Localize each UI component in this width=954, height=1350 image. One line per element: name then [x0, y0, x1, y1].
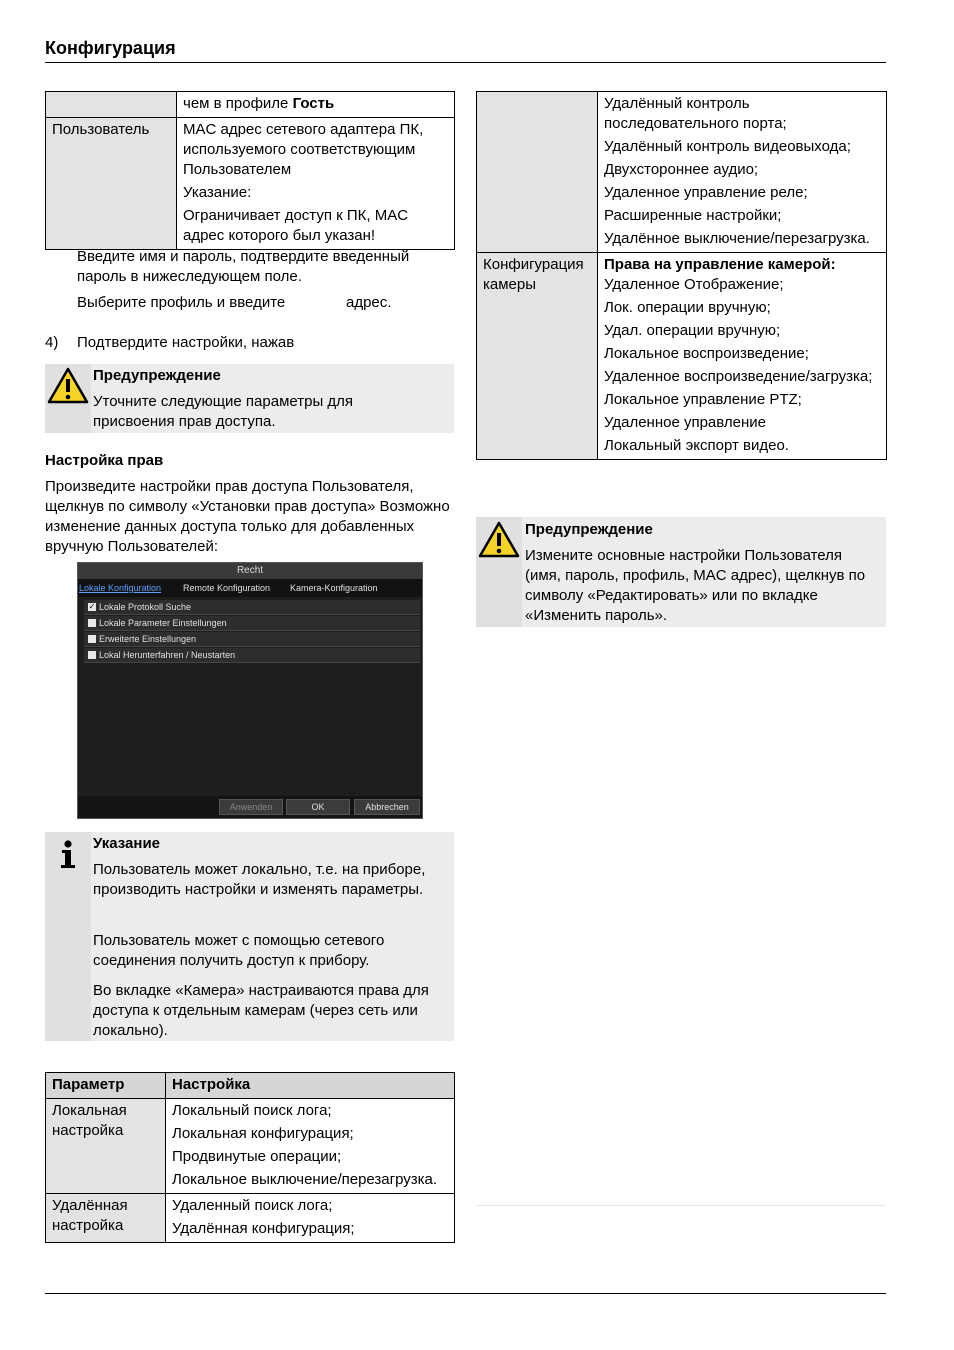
table-cell-label: Конфигурация камеры	[477, 253, 598, 460]
table-row	[46, 1194, 455, 1243]
dialog-title: Recht	[78, 563, 422, 579]
icon-column	[45, 364, 91, 433]
table-cell-value: Удалённый контроль последовательного порта; Удалённый контроль видеовыхода; Двухстороннее аудио; Удаленное управление реле; Расширенные настройки; Удалённое выключение/перезагрузка.	[598, 92, 887, 253]
warning-text: Уточните следующие параметры для присвоения прав доступа.	[93, 393, 354, 430]
permission-option[interactable]: Lokal Herunterfahren / Neustarten	[84, 648, 420, 663]
table-cell-label	[46, 92, 177, 118]
table-row	[46, 118, 455, 250]
table-row	[477, 92, 887, 253]
parameter-table	[45, 1072, 455, 1243]
table-cell-label: Локальная настройка	[46, 1099, 166, 1194]
dialog-tab-bar	[78, 579, 422, 597]
warning-box	[45, 364, 454, 433]
table-cell-value: Удаленный поиск лога; Удалённая конфигурация;	[166, 1194, 455, 1243]
note-text: Во вкладке «Камера» настраиваются права для доступа к отдельным камерам (через сеть или локально).	[93, 982, 429, 1039]
section-heading: Настройка прав	[45, 452, 164, 469]
note-text: Пользователь может с помощью сетевого соединения получить доступ к прибору.	[93, 932, 385, 969]
step-number: 4)	[45, 334, 59, 351]
permissions-table	[476, 91, 887, 460]
step-text: адрес.	[346, 294, 392, 311]
warning-text: Измените основные настройки Пользователя (имя, пароль, профиль, MAC адрес), щелкнув по символу «Редактировать» или по вкладке «Изменить пароль».	[525, 547, 866, 624]
permission-option[interactable]: Erweiterte Einstellungen	[84, 632, 420, 647]
table-cell-label: Удалённая настройка	[46, 1194, 166, 1243]
checkbox[interactable]	[88, 635, 96, 643]
note-box	[45, 832, 454, 1041]
info-icon	[57, 840, 79, 870]
icon-column	[476, 517, 522, 627]
table-cell-label: Пользователь	[46, 118, 177, 250]
permission-option[interactable]: ✓ Lokale Protokoll Suche	[84, 600, 420, 615]
apply-button[interactable]: Anwenden	[219, 799, 283, 815]
warning-title: Предупреждение	[93, 367, 221, 384]
footer-rule	[45, 1293, 886, 1294]
warning-icon	[477, 520, 521, 560]
table-cell-value: Права на управление камерой: Удаленное Отображение; Лок. операции вручную; Удал. операции вручную; Локальное воспроизведение; Удаленное воспроизведение/загрузка; Локальное управление PTZ; Удаленное управление Локальный экспорт видео.	[598, 253, 887, 460]
table-row	[46, 1099, 455, 1194]
header-rule	[45, 62, 886, 63]
step-text: Введите имя и пароль, подтвердите введенный пароль в нижеследующем поле.	[77, 248, 410, 285]
column-header: Настройка	[166, 1073, 455, 1099]
warning-title: Предупреждение	[525, 521, 653, 538]
divider	[476, 1205, 886, 1206]
ok-button[interactable]: OK	[286, 799, 350, 815]
icon-column	[45, 832, 91, 1041]
page-title: Конфигурация	[45, 38, 176, 58]
table-row	[477, 253, 887, 460]
tab-local-config[interactable]: Lokale Konfiguration	[79, 583, 162, 593]
note-text: Пользователь может локально, т.е. на приборе, производить настройки и изменять параметры.	[93, 861, 426, 898]
checkbox[interactable]	[88, 651, 96, 659]
permission-option[interactable]: Lokale Parameter Einstellungen	[84, 616, 420, 631]
step-text: Подтвердите настройки, нажав	[77, 334, 295, 351]
section-text: Произведите настройки прав доступа Пользователя, щелкнув по символу «Установки прав доступа» Возможно изменение данных доступа только для добавленных вручную Пользователей:	[45, 478, 450, 555]
note-title: Указание	[93, 835, 161, 852]
tab-remote-config[interactable]: Remote Konfiguration	[183, 583, 271, 593]
table-row	[46, 92, 455, 118]
table-cell-value: MAC адрес сетевого адаптера ПК, используемого соответствующим Пользователем Указание: Ограничивает доступ к ПК, MAC адрес которого был указан!	[177, 118, 455, 250]
column-header: Параметр	[46, 1073, 166, 1099]
warning-box	[476, 517, 886, 627]
checkbox-checked[interactable]: ✓	[88, 602, 96, 611]
warning-icon	[46, 366, 90, 406]
dialog-button-bar	[78, 796, 422, 818]
checkbox[interactable]	[88, 619, 96, 627]
rights-dialog	[77, 562, 423, 819]
tab-camera-config[interactable]: Kamera-Konfiguration	[290, 583, 378, 593]
table-cell-label	[477, 92, 598, 253]
cancel-button[interactable]: Abbrechen	[354, 799, 420, 815]
table-cell-value: Локальный поиск лога; Локальная конфигурация; Продвинутые операции; Локальное выключение/перезагрузка.	[166, 1099, 455, 1194]
user-table	[45, 91, 455, 250]
table-header-row	[46, 1073, 455, 1099]
step-text: Выберите профиль и введите	[77, 294, 286, 311]
guest-profile-label: Гость	[292, 95, 335, 112]
table-cell-value: чем в профиле Гость	[177, 92, 455, 118]
